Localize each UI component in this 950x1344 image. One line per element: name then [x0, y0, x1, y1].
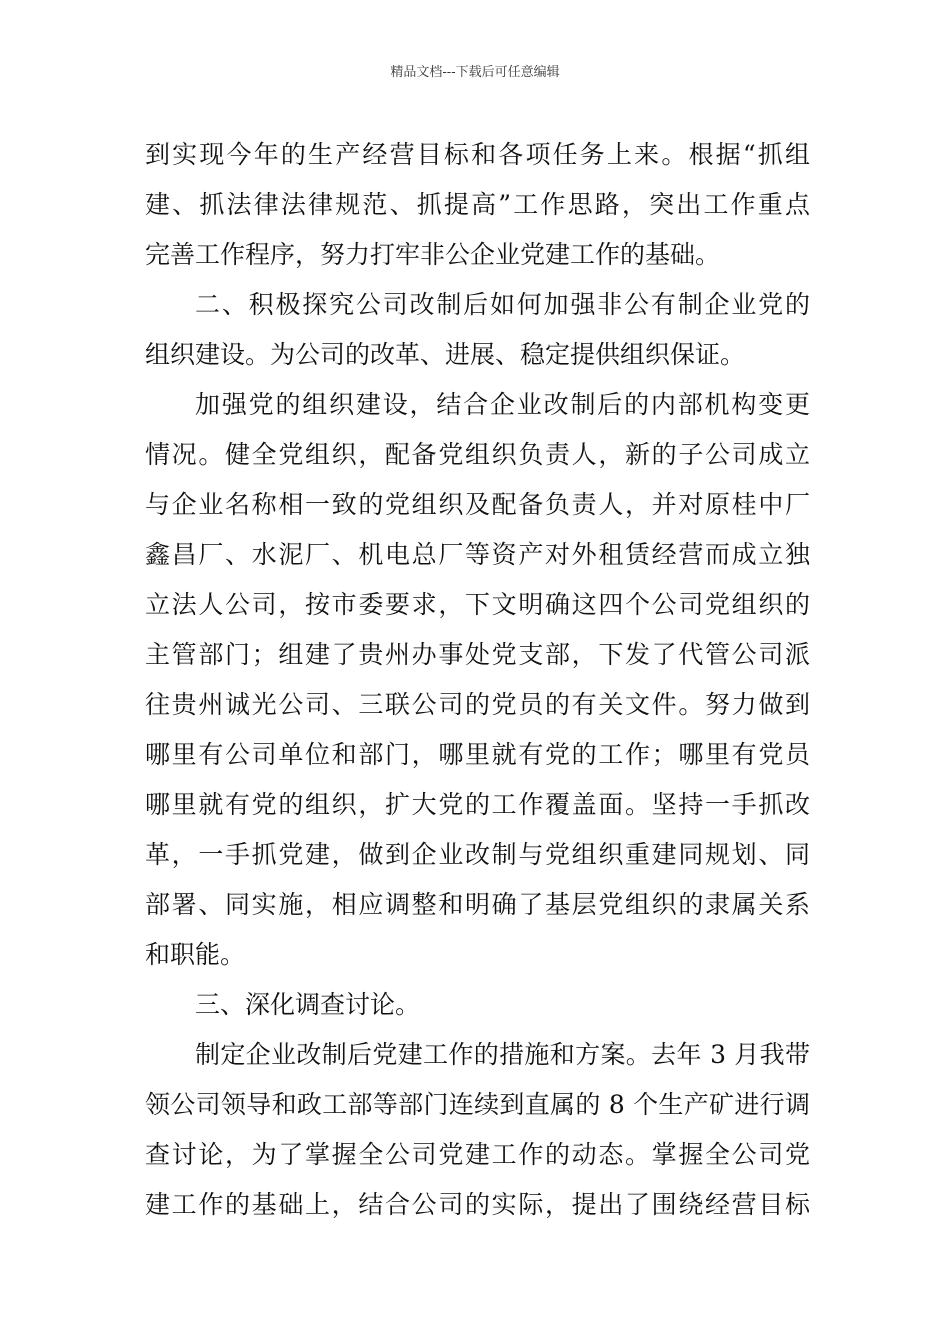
text-line: 部署、同实施，相应调整和明确了基层党组织的隶属关系 [145, 890, 810, 919]
text-line: 完善工作程序，努力打牢非公企业党建工作的基础。 [145, 240, 721, 269]
text-line: 和职能。 [145, 940, 246, 969]
text-line: 二、积极探究公司改制后如何加强非公有制企业党的 [195, 290, 810, 319]
document-body [145, 130, 810, 1230]
text-line: 立法人公司，按市委要求，下文明确这四个公司党组织的 [145, 590, 810, 619]
text-line: 建工作的基础上，结合公司的实际，提出了围绕经营目标 [145, 1190, 810, 1219]
text-line: 加强党的组织建设，结合企业改制后的内部机构变更 [195, 390, 810, 419]
text-line: 往贵州诚光公司、三联公司的党员的有关文件。努力做到 [145, 690, 810, 719]
text-line: 三、深化调查讨论。 [195, 990, 421, 1019]
text-line: 鑫昌厂、水泥厂、机电总厂等资产对外租赁经营而成立独 [145, 540, 810, 569]
text-line: 组织建设。为公司的改革、进展、稳定提供组织保证。 [145, 340, 746, 369]
text-line: 哪里就有党的组织，扩大党的工作覆盖面。坚持一手抓改 [145, 790, 810, 819]
text-line: 制定企业改制后党建工作的措施和方案。去年 3 月我带 [195, 1040, 810, 1069]
page-header: 精品文档---下载后可任意编辑 [390, 65, 560, 80]
text-line: 到实现今年的生产经营目标和各项任务上来。根据“抓组 [145, 140, 810, 169]
text-line: 革，一手抓党建，做到企业改制与党组织重建同规划、同 [145, 840, 810, 869]
text-line: 领公司领导和政工部等部门连续到直属的 8 个生产矿进行调 [145, 1090, 810, 1119]
text-line: 建、抓法律法律规范、抓提高”工作思路，突出工作重点 [145, 190, 810, 219]
text-line: 与企业名称相一致的党组织及配备负责人，并对原桂中厂 [145, 490, 810, 519]
text-line: 情况。健全党组织，配备党组织负责人，新的子公司成立 [145, 440, 810, 469]
text-line: 哪里有公司单位和部门，哪里就有党的工作；哪里有党员 [145, 740, 810, 769]
text-line: 主管部门；组建了贵州办事处党支部，下发了代管公司派 [145, 640, 810, 669]
text-line: 查讨论，为了掌握全公司党建工作的动态。掌握全公司党 [145, 1140, 810, 1169]
